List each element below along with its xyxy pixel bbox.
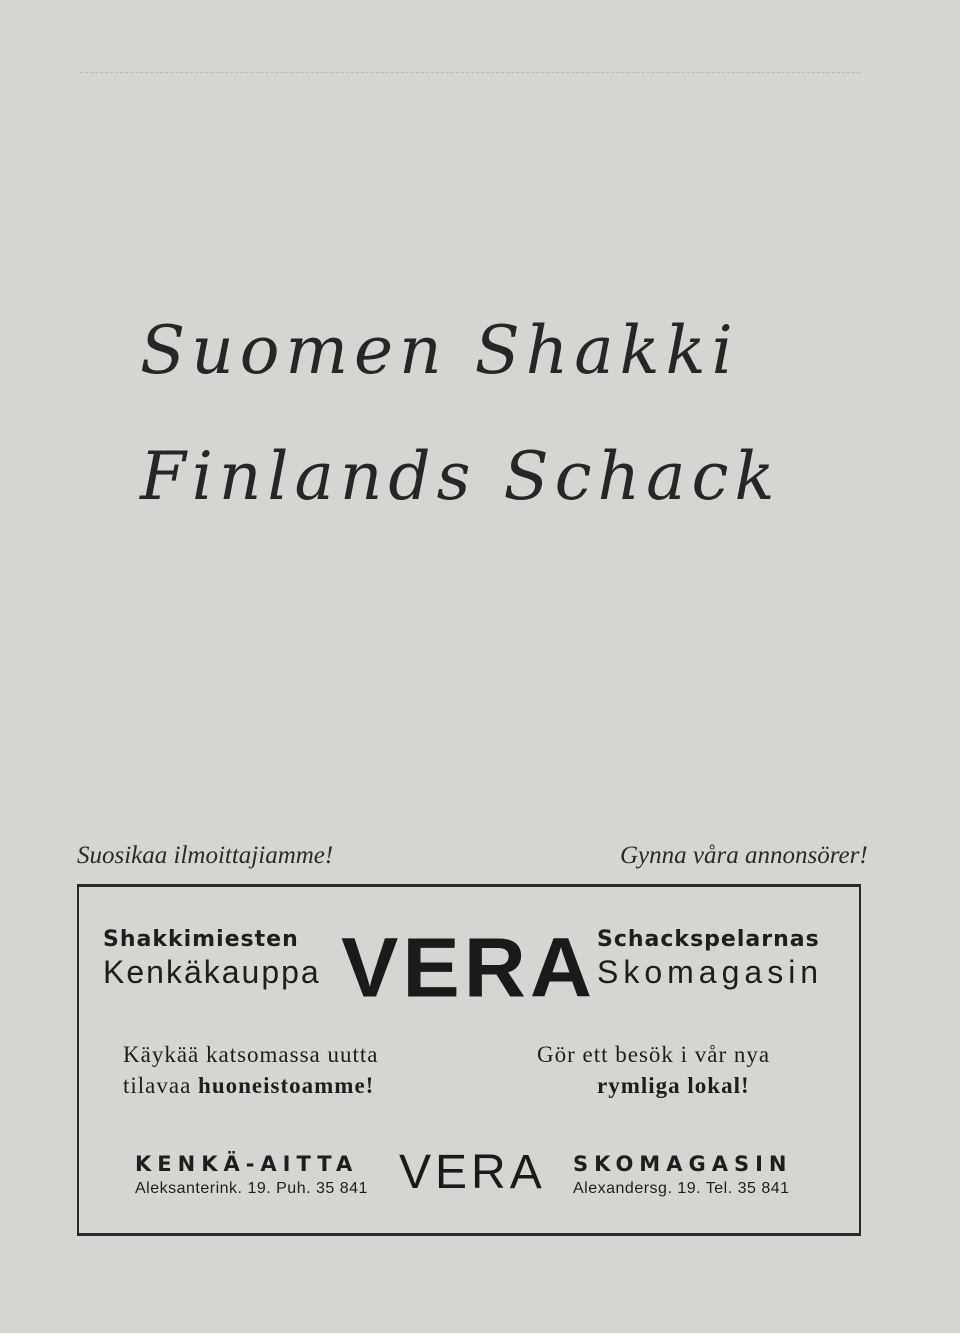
footer-left-address: Aleksanterink. 19. Puh. 35 841 bbox=[135, 1180, 368, 1198]
ad-header-left bbox=[103, 927, 321, 992]
ad-header-right-big: Skomagasin bbox=[597, 954, 824, 991]
invite-finnish bbox=[123, 1039, 378, 1101]
brand-logo-small: VERA bbox=[399, 1146, 546, 1199]
invite-swedish-line1: Gör ett besök i vår nya bbox=[537, 1042, 771, 1067]
footer-right-address: Alexandersg. 19. Tel. 35 841 bbox=[573, 1180, 790, 1198]
invite-swedish bbox=[537, 1039, 770, 1101]
slogan-finnish: Suosikaa ilmoittajiamme! bbox=[77, 842, 334, 869]
invite-swedish-line2: rymliga lokal! bbox=[597, 1073, 750, 1099]
ad-header-right bbox=[597, 927, 823, 992]
slogan-swedish: Gynna våra annonsörer! bbox=[620, 842, 868, 869]
ad-header-left-big: Kenkäkauppa bbox=[103, 954, 321, 991]
ad-header-left-small: Shakkimiesten bbox=[103, 927, 299, 952]
invite-finnish-line1: Käykää katsomassa uutta bbox=[123, 1042, 379, 1067]
invite-finnish-line2-bold: huoneistoamme! bbox=[198, 1073, 375, 1099]
ad-header-right-small: Schackspelarnas bbox=[597, 927, 820, 952]
advertisement-box bbox=[77, 884, 861, 1236]
invite-finnish-line2-prefix: tilavaa bbox=[123, 1073, 199, 1099]
footer-right bbox=[573, 1151, 792, 1201]
invite-finnish-line2 bbox=[123, 1070, 378, 1101]
footer-left-name: KENKÄ-AITTA bbox=[135, 1152, 359, 1176]
brand-logo-large: VERA bbox=[341, 920, 596, 1016]
footer-left bbox=[135, 1151, 368, 1201]
title-swedish: Finlands Schack bbox=[140, 438, 781, 515]
page-edge-line bbox=[80, 72, 860, 73]
title-finnish: Suomen Shakki bbox=[140, 312, 739, 389]
footer-right-name: SKOMAGASIN bbox=[573, 1152, 793, 1176]
